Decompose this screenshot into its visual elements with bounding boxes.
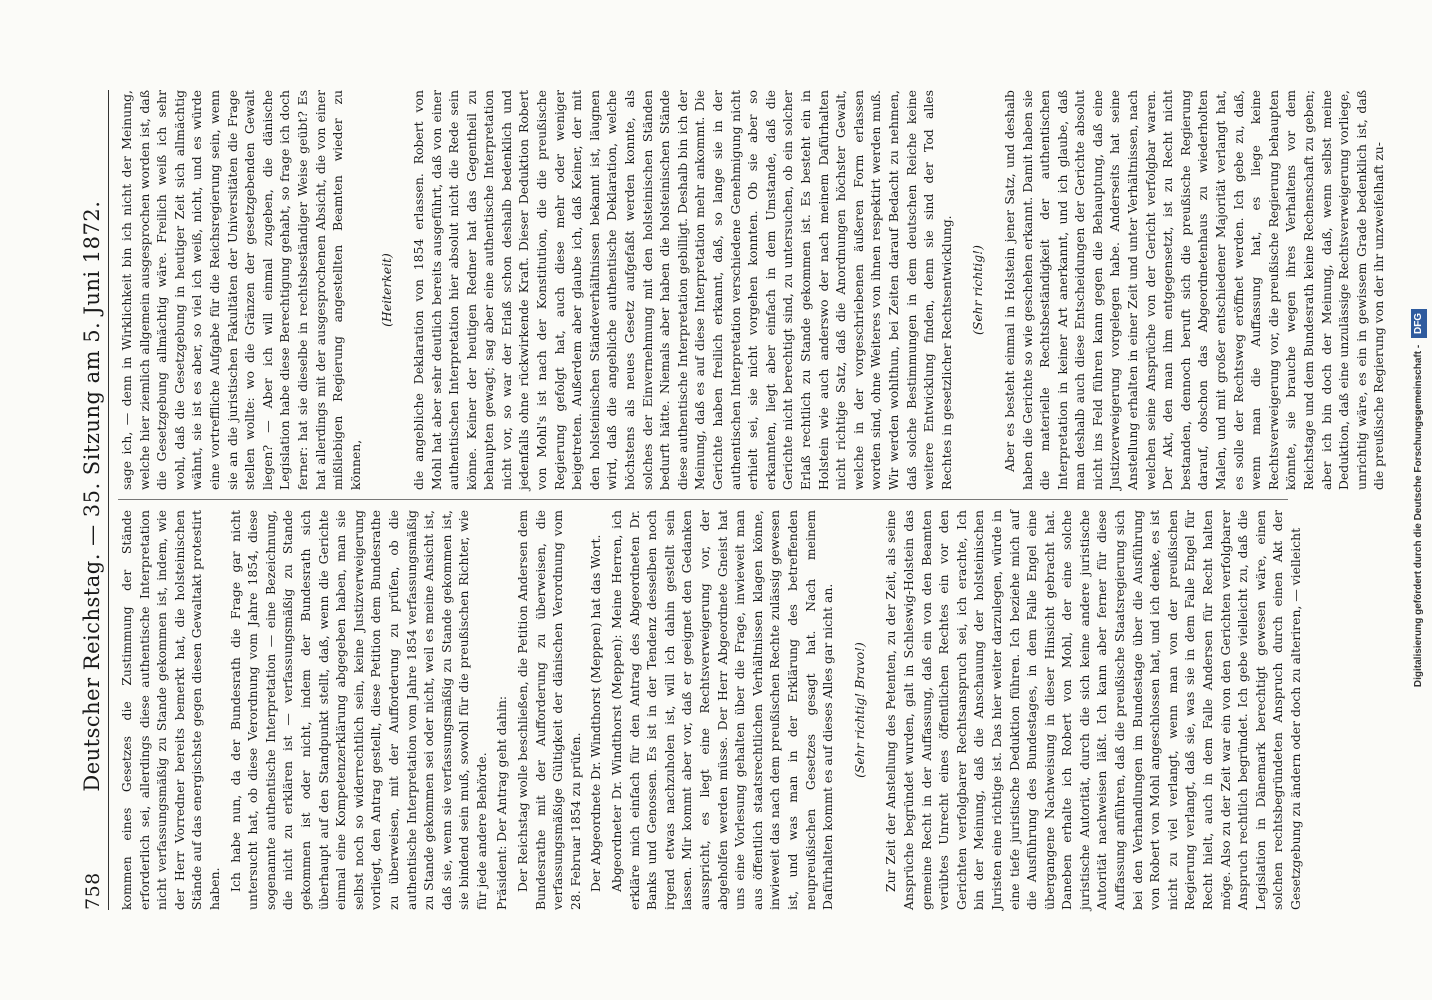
page-number: 758 (82, 872, 104, 910)
paragraph: die angebliche Deklaration von 1854 erlassen. Robert von Mohl hat aber sehr deutlich bereits ausgeführt, daß von einer authentischen Interpretation hier absolut nicht die Rede sein könne. Keiner der heutigen Redner hat das Gegentheil zu behaupten gewagt; sag aber eine authentische Interpretation nicht vor, so war der Erlaß schon deshalb bedenklich und jedenfalls ohne rückwirkende Kraft. Dieser Deduktion Robert von Mohl's ist nach der Konstitution, die die preußische Regierung gefolgt hat, auch diese mehr oder weniger beigetreten. Außerdem aber glaube ich, daß Keiner, der mit den holsteinischen Ständeverhältnissen bekannt ist, läugnen wird, daß die angebliche authentische Deklaration, welche höchstens als neues Gesetz aufgefaßt werden konnte, als solches der Einvernehmung mit den holsteinischen Ständen bedurft hätte. Niemals aber haben die holsteinischen Stände diese authentische Interpretation gebilligt. Deshalb bin ich der Meinung, daß es auf diese Interpretation mehr ankommt. Die Gerichte haben freilich erkannt, daß, so lange sie in der authentischen Interpretation verschiedene Genehmigung nicht erhielt sei, sie nicht vorgehen konnten. Ob sie aber so erkannten, liegt aber einfach in dem Umstande, daß die Gerichte nicht berechtigt sind, zu untersuchen, ob ein solcher Erlaß rechtlich zu Stande gekommen ist. Es besteht ein in Holstein wie auch anderswo der nach meinem Dafürhalten nicht richtige Satz, daß die Anordnungen höchster Gewalt, welche in der vorgeschriebenen äußeren Form erlassen worden sind, ohne Weiteres von ihnen respektirt werden muß. Wir werden wohlthun, bei Zeiten darauf Bedacht zu nehmen, daß solche Bestimmungen in dem deutschen Reiche keine weitere Entwicklung finden, denn sie sind der Tod alles Rechtes in gesetzlicher Rechtsentwicklung. (410, 90, 954, 490)
page-header (60, 90, 104, 910)
right-column (118, 90, 1387, 490)
paragraph: Zur Zeit der Anstellung des Petenten, zu der Zeit, als seine Ansprüche begründet wurden, galt in Schleswig-Holstein das gemeine Recht in der Auffassung, daß ein von den Beamten verübtes Unrecht eines öffentlichen Rechtes ein vor den Gerichten verfolgbarer Rechtsanspruch sei, ich erachte, Ich bin der Meinung, daß die Anschauung der holsteinischen Juristen eine richtige ist. Das hier weiter darzulegen, würde in eine tiefe juristische Deduktion führen. Ich beziehe mich auf die Ausführung des Bundestages, in dem Falle Engel eine übergangene Nachweisung in dieser Hinsicht gebracht hat. Daneben erhalte ich Robert von Mohl, der eine solche juristische Autorität, durch die sich keine andere juristische Autorität nachweisen läßt. Ich kann aber ferner für diese Auffassung anführen, daß die preußische Staatsregierung sich bei den Verhandlungen im Bundestage über die Ausführung von Robert von Mohl angeschlossen hat, und ich denke, es ist nicht zu viel verlangt, wenn man von der preußischen Regierung verlangt, daß sie, was sie in dem Falle Engel für Recht hielt, auch in dem Falle Andersen für Recht halten möge. Also zu der Zeit war ein von den Gerichten verfolgbarer Anspruch rechtlich begründet. Ich gebe vielleicht zu, daß die Legislation in Dänemark berechtigt gewesen wäre, einen solchen rechtsbegründeten Anspruch durch einen Akt der Gesetzgebung zu ändern oder doch zu alteriren, — vielleicht (883, 510, 1303, 910)
dfg-caption: Digitalisierung gefördert durch die Deutsche Forschungsgemeinschaft - (1413, 344, 1424, 688)
dfg-side-banner (1411, 18, 1427, 978)
paragraph: kommen eines Gesetzes die Zustimmung der Stände erforderlich sei, allerdings diese authentische Interpretation nicht verfassungsmäßig zu Stande gekommen ist, indem, wie der Herr Vorredner bereits bemerkt hat, die holsteinischen Stände auf das energischste gegen diesen Gewaltakt protestirt haben. (119, 510, 222, 910)
column-divider (118, 499, 1288, 500)
paragraph: Aber es besteht einmal in Holstein jener Satz, und deshalb haben die Gerichte so wie geschehen erkannt. Damit haben sie die materielle Rechtsbeständigkeit der authentischen Interpretation in keiner Art anerkannt, und ich glaube, daß man deshalb auch diese Entscheidungen der Gerichte absolut nicht ins Feld führen kann gegen die Behauptung, daß eine Justizverweigerung vorgelegen habe. Anderseits hat seine Anstellung erhalten in einer Zeit und unter Verhältnissen, nach welchen seine Ansprüche von der Gericht verfolgbar waren. Der Akt, den man ihm entgegensetzt, ist zu Recht nicht bestanden, dennoch beruft sich die preußische Regierung darauf, obschon das Abgeordnetenhaus zu wiederholten Malen, und mit großer entschiedener Majorität verlangt hat, es solle der Rechtsweg eröffnet werden. Ich gebe zu, daß, wenn man die Auffassung hat, es liege keine Rechtsverweigerung vor, die preußische Regierung behaupten könnte, sie brauche wegen ihres Verhaltens vor dem Reichstage und dem Bundesrath keine Rechenschaft zu geben; aber ich bin doch der Meinung, daß, wenn selbst meine Deduktion, daß eine unzulässige Rechtsverweigerung vorliege, unrichtig wäre, es ein in gewissem Grade bedenklich ist, daß die preußische Regierung von der ihr unzweifelhaft zu- (1001, 90, 1387, 490)
paragraph: Ich habe nun, da der Bundesrath die Frage gar nicht untersucht hat, ob diese Verordnung vom Jahre 1854, diese sogenannte authentische Interpretation — eine Bezeichnung, die nicht zu erklären ist — verfassungsmäßig zu Stande gekommen ist oder nicht, indem der Bundesrath sich überhaupt auf den Standpunkt stellt, daß, wenn die Gerichte einmal eine Kompetenzerklärung abgegeben haben, man sie selbst noch so widerrechtlich sein, keine Justizverweigerung vorliegt, den Antrag gestellt, diese Petition dem Bundesrathe zu überweisen, mit der Aufforderung zu prüfen, ob die authentische Interpretation vom Jahre 1854 verfassungsmäßig zu Stande gekommen sei oder nicht, weil es meine Ansicht ist, daß sie, wenn sie verfassungsmäßig zu Stande gekommen ist, sie bindend sein muß, sowohl für die preußischen Richter, wie für jede andere Behörde. (227, 510, 489, 910)
dfg-logo: DFG (1411, 309, 1427, 338)
interjection: (Heiterkeit) (379, 253, 395, 327)
dfg-banner-text (1411, 18, 1427, 978)
page-title: Deutscher Reichstag. — 35. Sitzung am 5. Juni 1872. (80, 200, 104, 792)
interjection: (Sehr richtig! Bravo!) (851, 642, 867, 778)
paragraph: Abgeordneter Dr. Windthorst (Meppen): Meine Herren, ich erkläre mich einfach für den Antrag des Abgeordneten Dr. Banks und Genossen. Es ist in der Tendenz desselben noch irgend etwas nachzuholen ist, will ich dahin gestellt sein lassen. Mir kommt aber vor, daß er geeignet den Gedanken ausspricht, es liegt eine Rechtsverweigerung vor, der abgeholfen werden müsse. Der Herr Abgeordnete Gneist hat uns eine Vorlesung gehalten über die Frage, inwieweit man aus öffentlich staatsrechtlichen Verhältnissen klagen könne, inwieweit das nach dem preußischen Rechte zulässig gewesen ist, und was man in der Erklärung des betreffenden neupreußischen Gesetzes gesagt hat. Nach meinem Dafürhalten kommt es auf dieses Alles gar nicht an. (609, 510, 836, 910)
paragraph: Der Reichstag wolle beschließen, die Petition Andersen dem Bundesrathe mit der Aufforderung zu überweisen, die verfassungsmäßige Gültigkeit der dänischen Verordnung vom 28. Februar 1854 zu prüfen. (515, 510, 583, 910)
interjection: (Sehr richtig!) (970, 245, 986, 335)
left-column (118, 510, 1303, 910)
paragraph: Präsident: Der Antrag geht dahin: (494, 695, 510, 910)
paragraph: Der Abgeordnete Dr. Windthorst (Meppen) hat das Wort. (588, 534, 604, 892)
paragraph: sage ich, — denn in Wirklichkeit bin ich nicht der Meinung, welche hier ziemlich allgemein ausgesprochen worden ist, daß die Gesetzgebung allmächtig wäre. Freilich weiß ich sehr wohl, daß die Gesetzgebung in heutiger Zeit sich allmächtig wähnt, sie ist es aber, so viel ich weiß, nicht, und es würde eine vortreffliche Aufgabe für die Reichsregierung sein, wenn sie an die juristischen Fakultäten der Universitäten die Frage stellen wollte: wo die Gränzen der gesetzgebenden Gewalt liegen? — Aber ich will einmal zugeben, die dänische Legislation habe diese Berechtigung gehabt, so frage ich doch ferner: hat sie dieselbe in rechtsbeständiger Weise geübt? Es hat allerdings mit der ausgesprochenen Absicht, die von einer mißliebigen Regierung angestellten Beamten wieder zu können, (119, 90, 363, 490)
header-rule (108, 90, 109, 910)
